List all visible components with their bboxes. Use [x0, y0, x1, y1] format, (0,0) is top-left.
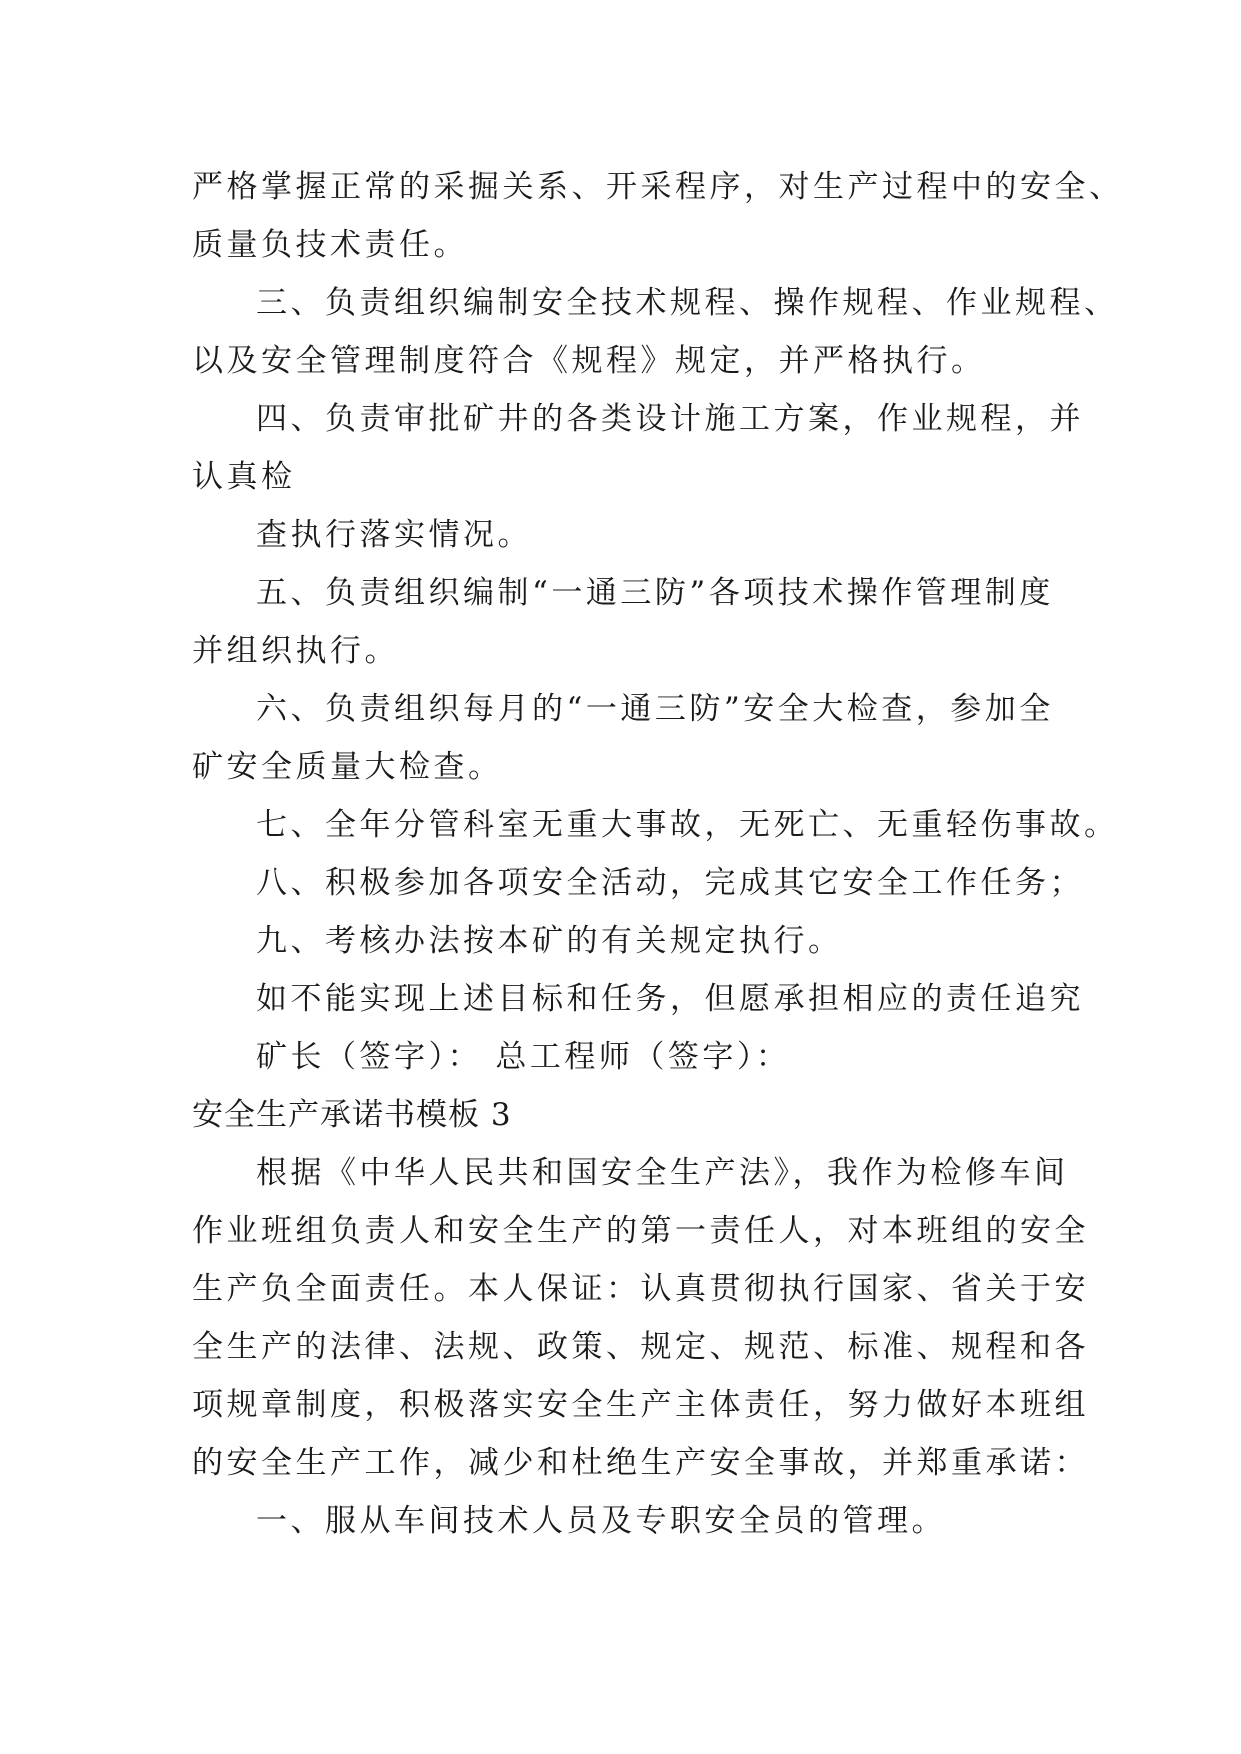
- text-line: 以及安全管理制度符合《规程》规定，并严格执行。: [192, 343, 986, 379]
- text-line: 认真检: [192, 459, 296, 495]
- document-body: [192, 158, 1124, 1550]
- text-line: 查执行落实情况。: [256, 517, 532, 553]
- text-line: 矿安全质量大检查。: [192, 749, 503, 785]
- clause-five: 五、负责组织编制“一通三防”各项技术操作管理制度: [256, 575, 1054, 611]
- clause-six: 六、负责组织每月的“一通三防”安全大检查，参加全: [256, 691, 1054, 727]
- clause-one: 一、服从车间技术人员及专职安全员的管理。: [256, 1503, 946, 1539]
- clause-three: 三、负责组织编制安全技术规程、操作规程、作业规程、: [256, 285, 1119, 321]
- section-heading: 安全生产承诺书模板 3: [192, 1097, 512, 1133]
- clause-nine: 九、考核办法按本矿的有关规定执行。: [256, 923, 843, 959]
- intro-paragraph: 根据《中华人民共和国安全生产法》，我作为检修车间: [256, 1155, 1069, 1191]
- text-line: 严格掌握正常的采掘关系、开采程序，对生产过程中的安全、: [192, 169, 1124, 205]
- clause-seven: 七、全年分管科室无重大事故，无死亡、无重轻伤事故。: [256, 807, 1119, 843]
- text-line: 的安全生产工作，减少和杜绝生产安全事故，并郑重承诺：: [192, 1445, 1089, 1481]
- clause-four: 四、负责审批矿井的各类设计施工方案，作业规程，并: [256, 401, 1084, 437]
- signature-line: 矿长（签字）： 总工程师（签字）：: [256, 1039, 791, 1075]
- text-line: 作业班组负责人和安全生产的第一责任人，对本班组的安全: [192, 1213, 1089, 1249]
- commitment-statement: 如不能实现上述目标和任务，但愿承担相应的责任追究: [256, 981, 1084, 1017]
- text-line: 全生产的法律、法规、政策、规定、规范、标准、规程和各: [192, 1329, 1089, 1365]
- text-line: 项规章制度，积极落实安全生产主体责任，努力做好本班组: [192, 1387, 1089, 1423]
- text-line: 质量负技术责任。: [192, 227, 468, 263]
- text-line: 并组织执行。: [192, 633, 399, 669]
- text-line: 生产负全面责任。本人保证：认真贯彻执行国家、省关于安: [192, 1271, 1089, 1307]
- clause-eight: 八、积极参加各项安全活动，完成其它安全工作任务；: [256, 865, 1084, 901]
